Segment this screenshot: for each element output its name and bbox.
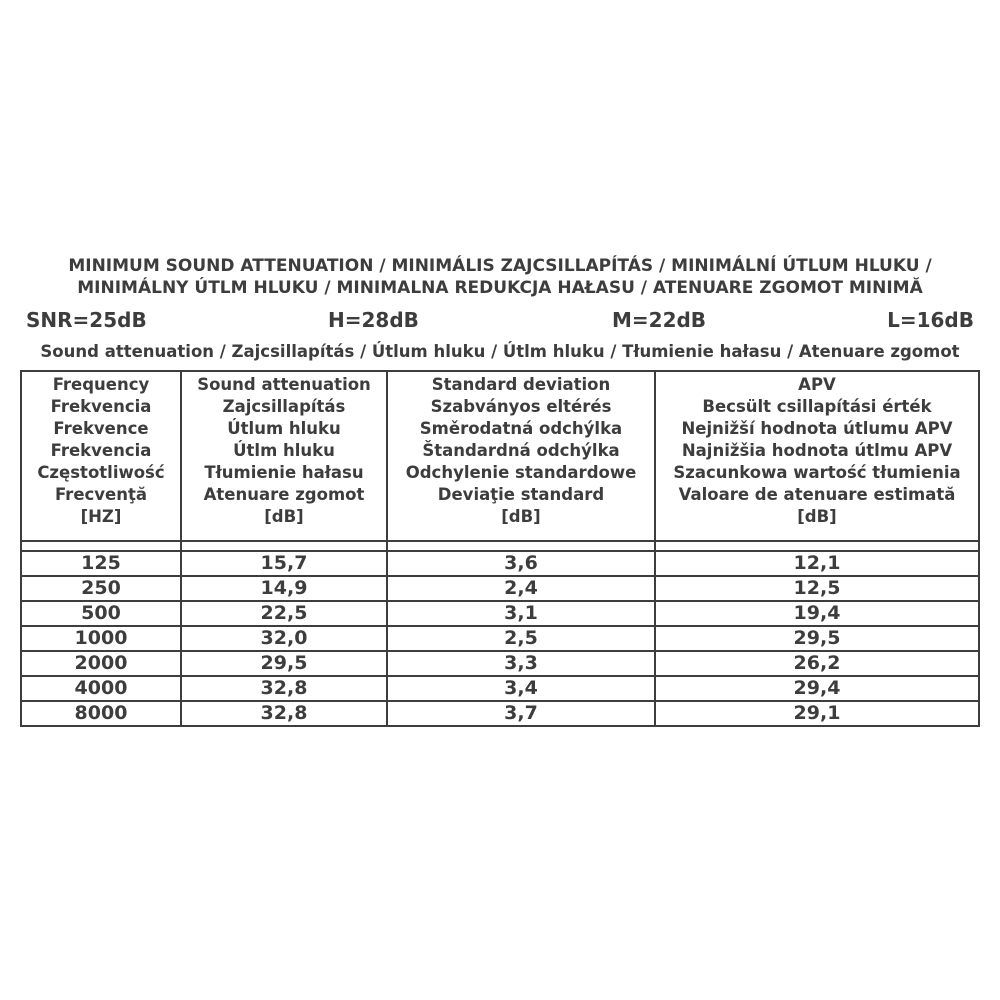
header-line: Najnižšia hodnota útlmu APV [681, 441, 953, 460]
table-row [21, 601, 979, 626]
header-line: Útlm hluku [233, 441, 335, 460]
apv-cell: 12,1 [655, 551, 979, 576]
attenuation-cell: 15,7 [181, 551, 387, 576]
apv-cell: 29,5 [655, 626, 979, 651]
deviation-cell: 3,4 [387, 676, 655, 701]
spacer-cell [21, 541, 181, 551]
header-line: [dB] [264, 507, 304, 526]
header-line: Frekvence [53, 419, 149, 438]
header-line: Zajcsillapítás [222, 397, 346, 416]
h-rating: H=28dB [328, 308, 419, 332]
table-row [21, 676, 979, 701]
apv-cell: 29,1 [655, 701, 979, 726]
apv-cell: 29,4 [655, 676, 979, 701]
header-line: Atenuare zgomot [203, 485, 365, 504]
apv-cell: 12,5 [655, 576, 979, 601]
attenuation-table [20, 370, 980, 727]
snr-rating: SNR=25dB [26, 308, 147, 332]
header-line: Frequency [52, 375, 150, 394]
header-line: Frekvencia [50, 441, 152, 460]
header-line: Odchylenie standardowe [405, 463, 637, 482]
attenuation-cell: 29,5 [181, 651, 387, 676]
spacer-row [21, 541, 979, 551]
table-row [21, 651, 979, 676]
spacer-cell [181, 541, 387, 551]
header-frequency [21, 371, 181, 541]
frequency-cell: 500 [21, 601, 181, 626]
attenuation-cell: 32,8 [181, 676, 387, 701]
header-sound-attenuation [181, 371, 387, 541]
m-rating: M=22dB [612, 308, 707, 332]
header-standard-deviation [387, 371, 655, 541]
header-line: Szacunkowa wartość tłumienia [673, 463, 961, 482]
attenuation-cell: 32,0 [181, 626, 387, 651]
frequency-cell: 2000 [21, 651, 181, 676]
header-line: Sound attenuation [197, 375, 371, 394]
header-line: Útlum hluku [227, 419, 341, 438]
header-line: Frecvenţă [54, 485, 148, 504]
header-line: [HZ] [80, 507, 122, 526]
frequency-cell: 8000 [21, 701, 181, 726]
deviation-cell: 3,7 [387, 701, 655, 726]
table-row [21, 576, 979, 601]
frequency-cell: 125 [21, 551, 181, 576]
header-line: Szabványos eltérés [430, 397, 612, 416]
deviation-cell: 3,1 [387, 601, 655, 626]
deviation-cell: 2,4 [387, 576, 655, 601]
title-line-1: MINIMUM SOUND ATTENUATION / MINIMÁLIS ZAJCSILLAPÍTÁS / MINIMÁLNÍ ÚTLUM HLUKU / [68, 256, 932, 276]
header-line: Směrodatná odchýlka [419, 419, 623, 438]
deviation-cell: 3,3 [387, 651, 655, 676]
l-rating: L=16dB [887, 308, 974, 332]
header-line: Standard deviation [431, 375, 611, 394]
header-row [21, 371, 979, 541]
header-apv [655, 371, 979, 541]
spacer-cell [387, 541, 655, 551]
header-line: Valoare de atenuare estimată [678, 485, 956, 504]
frequency-cell: 4000 [21, 676, 181, 701]
header-line: Nejnižší hodnota útlumu APV [681, 419, 953, 438]
attenuation-cell: 14,9 [181, 576, 387, 601]
header-line: Częstotliwość [37, 463, 165, 482]
deviation-cell: 2,5 [387, 626, 655, 651]
attenuation-cell: 22,5 [181, 601, 387, 626]
header-line: Štandardná odchýlka [422, 441, 620, 460]
header-line: [dB] [501, 507, 541, 526]
title-line-2: MINIMÁLNY ÚTLM HLUKU / MINIMALNA REDUKCJA HAŁASU / ATENUARE ZGOMOT MINIMĂ [77, 278, 923, 298]
table-row [21, 626, 979, 651]
table-subtitle: Sound attenuation / Zajcsillapítás / Útlum hluku / Útlm hluku / Tłumienie hałasu / Atenuare zgomot [40, 342, 960, 361]
frequency-cell: 250 [21, 576, 181, 601]
header-line: [dB] [797, 507, 837, 526]
attenuation-cell: 32,8 [181, 701, 387, 726]
table-row [21, 551, 979, 576]
header-line: Tłumienie hałasu [204, 463, 364, 482]
apv-cell: 19,4 [655, 601, 979, 626]
header-line: Frekvencia [50, 397, 152, 416]
table-row [21, 701, 979, 726]
apv-cell: 26,2 [655, 651, 979, 676]
header-line: Becsült csillapítási érték [702, 397, 932, 416]
spacer-cell [655, 541, 979, 551]
header-line: Deviaţie standard [437, 485, 605, 504]
header-line: APV [798, 375, 836, 394]
frequency-cell: 1000 [21, 626, 181, 651]
deviation-cell: 3,6 [387, 551, 655, 576]
